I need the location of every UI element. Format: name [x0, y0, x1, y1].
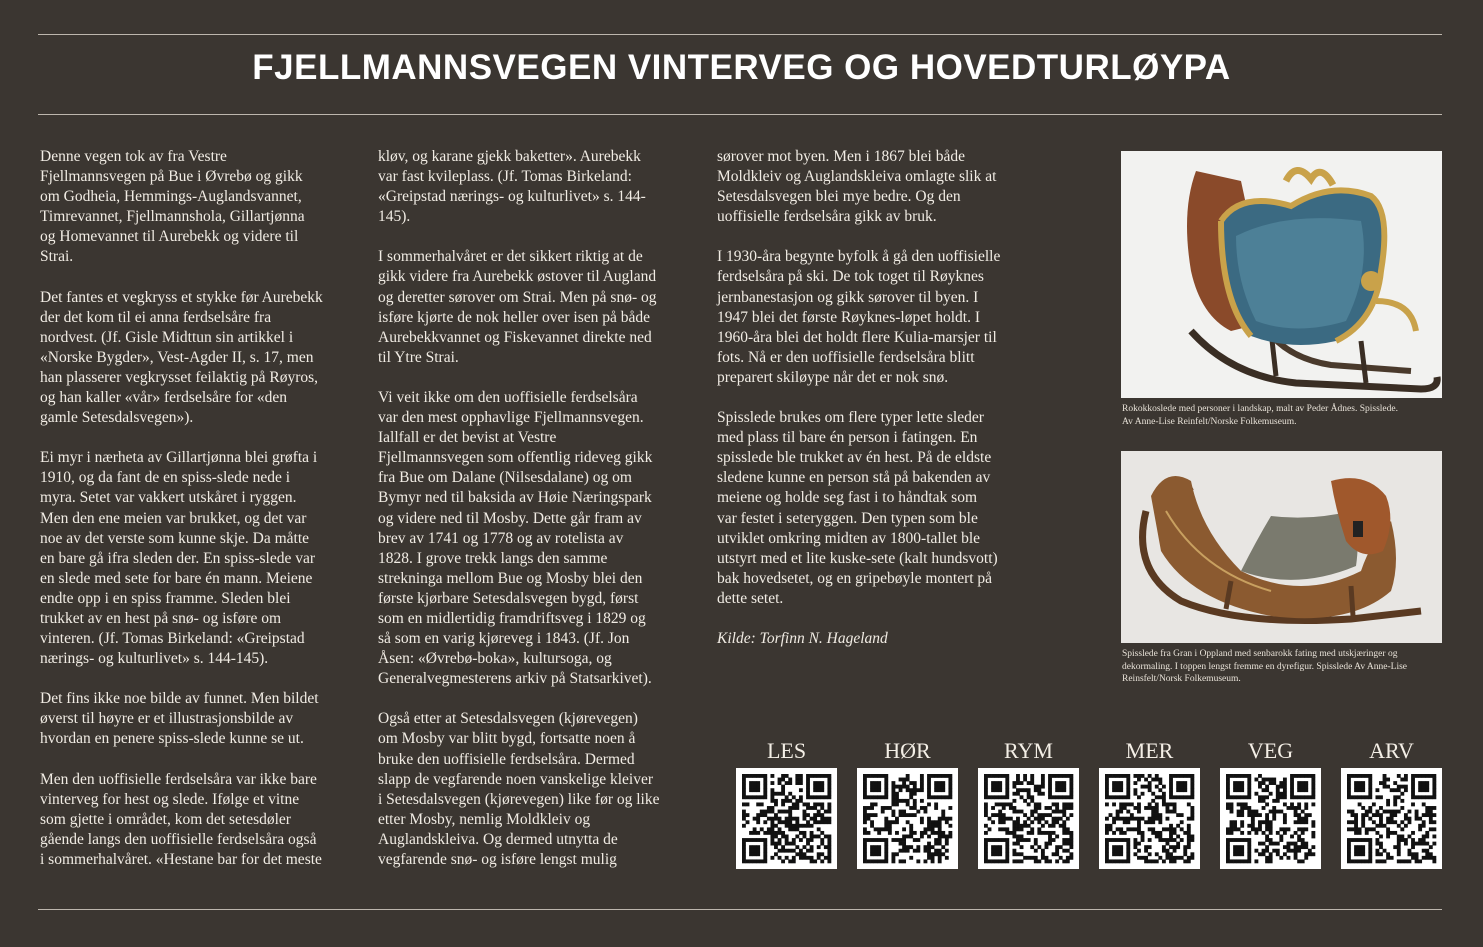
qr-code-hor[interactable] [857, 768, 958, 869]
text-column-1 [40, 147, 350, 890]
image-caption: Rokokkoslede med personer i landskap, malt av Peder Ådnes. Spisslede. Av Anne-Lise Reinfelt/Norske Folkemuseum. [1122, 404, 1398, 427]
paragraph: Det fins ikke noe bilde av funnet. Men bildet øverst til høyre er et illustrasjonsbilde av hvordan en penere spiss-slede kunne se ut. [40, 690, 319, 748]
top-rule [38, 34, 1442, 35]
qr-code-mer[interactable] [1099, 768, 1200, 869]
image-caption: Spisslede fra Gran i Oppland med senbarokk fating med utskjæringer og dekormaling. I toppen lengst fremme en dyrefigur. Spisslede Av Anne-Lise Reinsfelt/Norsk Folkemuseum. [1122, 649, 1408, 684]
text-column-3 [717, 147, 1027, 669]
bottom-rule [38, 909, 1442, 910]
qr-label-veg: VEG [1247, 738, 1294, 763]
page-title: FJELLMANNSVEGEN VINTERVEG OG HOVEDTURLØYPA [252, 48, 1231, 87]
qr-label-hor: HØR [884, 738, 931, 763]
qr-code-rym[interactable] [978, 768, 1079, 869]
qr-code-les[interactable] [736, 768, 837, 869]
qr-code-veg[interactable] [1220, 768, 1321, 869]
rococo-sled-photo [1121, 151, 1442, 398]
paragraph: Vi veit ikke om den uoffisielle ferdselsåra var den mest opphavlige Fjellmannsvegen. Iallfall er det bevist at Vestre Fjellmannsvegen som offentlig rideveg gikk fra Bue om Dalane (Nilsesdalane) og om Bymyr ned til baksida av Høie Næringspark og videre ned til Mosby. Dette går fram av brev av 1741 og 1778 og av rotelista av 1828. I grove trekk langs den samme strekninga mellom Bue og Mosby blei den første kjørbare Setesdalsvegen bygd, først som en midlertidig framdriftsveg i 1829 og så som en varig kjøreveg i 1843. (Jf. Jon Åsen: «Øvrebø-boka», kultursoga, og Generalvegmesterens arkiv på Statsarkivet). [378, 388, 653, 688]
qr-code-arv[interactable] [1341, 768, 1442, 869]
paragraph: Denne vegen tok av fra Vestre Fjellmannsvegen på Bue i Øvrebø og gikk om Godheia, Hemmings-Auglandsvannet, Timrevannet, Fjellmannshola, Gillartjønna og Homevannet til Aurebekk og videre til Strai. [40, 148, 305, 266]
paragraph: Spisslede brukes om flere typer lette sleder med plass til bare én person i fatingen. En spisslede ble trukket av én hest. På de eldste sledene kunne en person stå på bakenden av meiene og holde seg fast i to håndtak som var festet i seteryggen. Den typen som ble utviklet omkring midten av 1800-tallet ble utstyrt med et lite kuske-sete (kalt hundsvott) bak hovedsetet, og en gripebøyle montert på dette setet. [717, 409, 998, 607]
qr-label-rym: RYM [1004, 738, 1053, 763]
paragraph: kløv, og karane gjekk baketter». Aurebekk var fast kvileplass. (Jf. Tomas Birkeland: «Greipstad nærings- og kulturlivet» s. 144- 145). [378, 148, 646, 226]
qr-label-les: LES [766, 738, 807, 763]
title-rule [38, 114, 1442, 115]
paragraph: Men den uoffisielle ferdselsåra var ikke bare vinterveg for hest og slede. Ifølge et vitne som gjette i området, kom det setesdøler gående langs den uoffisielle ferdselsåra også i sommerhalvåret. «Hestane bar for det meste [40, 770, 322, 868]
qr-label-mer: MER [1125, 738, 1174, 763]
text-column-2 [378, 147, 688, 890]
paragraph: I 1930-åra begynte byfolk å gå den uoffisielle ferdselsåra på ski. De tok toget til Røyknes jernbanestasjon og gikk sørover til byen. I 1947 blei det første Røyknes-løpet holdt. I 1960-åra blei det holdt flere Kulia-marsjer til fots. Nå er den uoffisielle ferdselsåra blitt preparert skiløype når det er nok snø. [717, 248, 1001, 386]
qr-label-arv: ARV [1369, 738, 1414, 763]
paragraph: I sommerhalvåret er det sikkert riktig at de gikk videre fra Aurebekk østover til Augland og deretter sørover om Strai. Men på snø- og isføre kjørte de nok heller over isen på både Aurebekkvannet og Fiskevannet direkte ned til Ytre Strai. [378, 248, 657, 366]
source-credit: Kilde: Torfinn N. Hageland [717, 629, 888, 647]
paragraph: Det fantes et vegkryss et stykke før Aurebekk der det kom til ei anna ferdselsåre fra nordvest. (Jf. Gisle Midttun sin artikkel i «Norske Bygder», Vest-Agder II, s. 17, men han plasserer vegkrysset feilaktig på Røyros, og han kaller «vår» ferdselsåre for «den gamle Setesdalsvegen»). [40, 288, 323, 427]
paragraph: Også etter at Setesdalsvegen (kjørevegen) om Mosby var blitt bygd, fortsatte noen å bruke den uoffisielle ferdselsåra. Dermed slapp de vegfarende noen vanskelige kleiver i Setesdalsvegen (kjørevegen) like før og like etter Mosby, nemlig Moldkleiv og Auglandskleiva. Og dermed utnytta de vegfarende snø- og isføre lengst mulig [378, 710, 660, 868]
spiss-sled-photo [1121, 451, 1442, 643]
paragraph: Ei myr i nærheta av Gillartjønna blei grøfta i 1910, og da fant de en spiss-slede nede i myra. Setet var vakkert utskåret i ryggen. Men den ene meien var brukket, og det var noe av det verste som kunne skje. Da måtte en bare gå ifra sleden der. En spiss-slede var en slede med sete for bare én mann. Meiene endte opp i en spiss framme. Sleden blei trukket av en hest på snø- og isføre om vinteren. (Jf. Tomas Birkeland: «Greipstad nærings- og kulturlivet» s. 144-145). [40, 449, 318, 668]
paragraph: sørover mot byen. Men i 1867 blei både Moldkleiv og Auglandskleiva omlagte slik at Setesdalsvegen blei mye bedre. Og den uoffisielle ferdselsåra gikk av bruk. [717, 148, 997, 226]
